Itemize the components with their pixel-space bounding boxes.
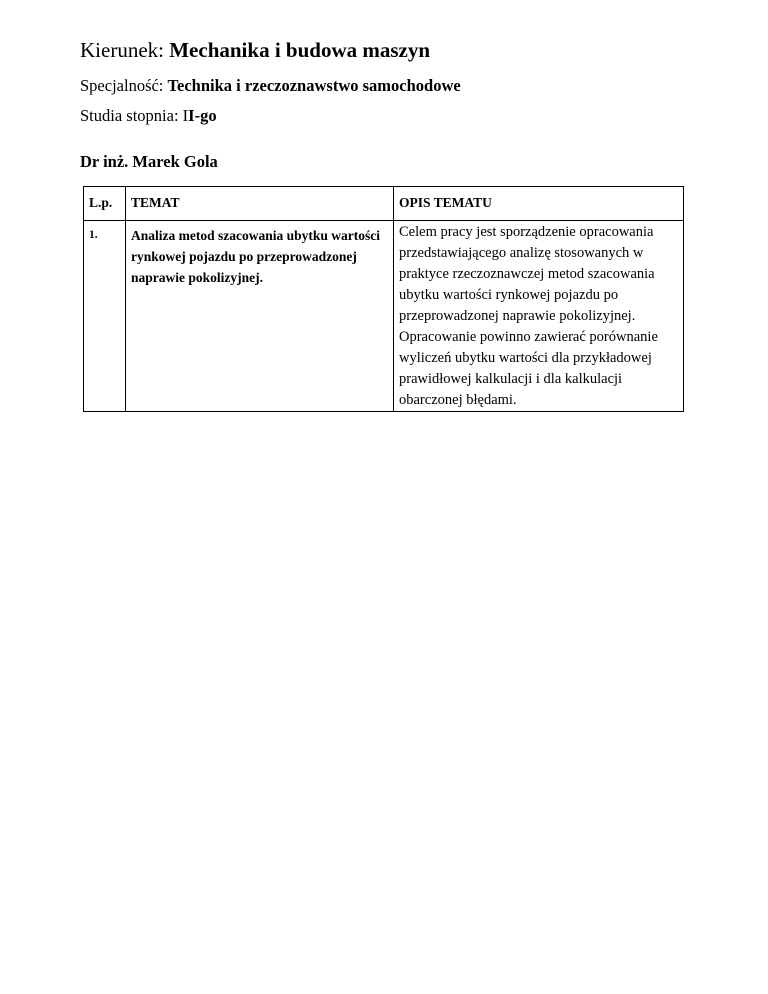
- field-of-study-line: [80, 38, 430, 63]
- supervisor-name: Dr inż. Marek Gola: [80, 152, 218, 171]
- header-opis: OPIS TEMATU: [394, 187, 684, 221]
- specialization-value: Technika i rzeczoznawstwo samochodowe: [167, 76, 461, 95]
- study-level-label: Studia stopnia: I: [80, 106, 189, 125]
- table-row: [84, 221, 684, 412]
- field-of-study-label: Kierunek:: [80, 38, 170, 62]
- header-temat: TEMAT: [126, 187, 394, 221]
- topics-table: [83, 186, 684, 412]
- cell-temat: Analiza metod szacowania ubytku wartości rynkowej pojazdu po przeprowadzonej naprawie pokolizyjnej.: [126, 221, 394, 412]
- specialization-label: Specjalność:: [80, 76, 168, 95]
- header-lp: L.p.: [84, 187, 126, 221]
- table-header-row: [84, 187, 684, 221]
- study-level-value: I-go: [188, 106, 217, 125]
- cell-opis: Celem pracy jest sporządzenie opracowania przedstawiającego analizę stosowanych w praktyce rzeczoznawczej metod szacowania ubytku wartości rynkowej pojazdu po przeprowadzonej naprawie pokolizyjnej. Opracowanie powinno zawierać porównanie wyliczeń ubytku wartości dla przykładowej prawidłowej kalkulacji i dla kalkulacji obarczonej błędami.: [394, 221, 684, 412]
- field-of-study-value: Mechanika i budowa maszyn: [169, 38, 431, 62]
- cell-lp: 1.: [84, 221, 126, 412]
- specialization-line: [80, 76, 461, 96]
- study-level-line: [80, 106, 217, 126]
